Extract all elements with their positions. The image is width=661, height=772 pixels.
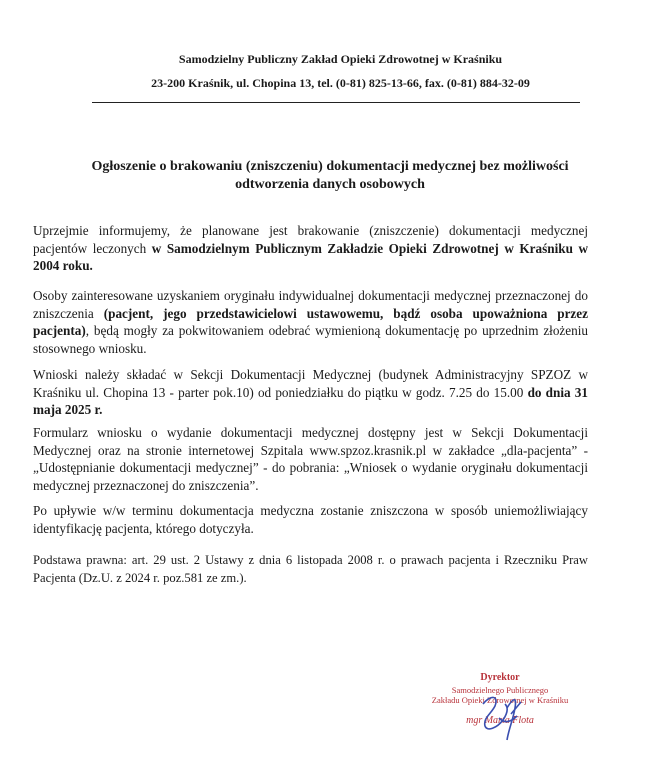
stamp-org-line-2: Zakładu Opieki Zdrowotnej w Kraśniku bbox=[431, 695, 569, 705]
institution-name: Samodzielny Publiczny Zakład Opieki Zdrowotnej w Kraśniku bbox=[178, 52, 503, 66]
p3-deadline: do dnia 31 maja 2025 r. bbox=[33, 384, 588, 417]
legal-basis: Podstawa prawna: art. 29 ust. 2 Ustawy z dnia 6 listopada 2008 r. o prawach pacjenta i Rzeczniku Praw Pacjenta (Dz.U. z 2024 r. poz.581 ze zm.). bbox=[33, 553, 588, 585]
stamp-org-line-1: Samodzielnego Publicznego bbox=[451, 685, 549, 695]
p2-bold: (pacjent, jego przedstawicielowi ustawowemu, bądź osoba upoważniona przez pacjenta) bbox=[33, 305, 588, 338]
p2-text-a: Osoby zainteresowane uzyskaniem oryginału indywidualnej dokumentacji medycznej przeznaczonej do zniszczenia bbox=[33, 288, 588, 321]
institution-address: 23-200 Kraśnik, ul. Chopina 13, tel. (0-81) 825-13-66, fax. (0-81) 884-32-09 bbox=[151, 76, 530, 90]
paragraph-submission bbox=[33, 366, 588, 419]
paragraph-eligibility bbox=[33, 287, 588, 357]
stamp-role: Dyrektor bbox=[480, 672, 520, 683]
p3-text: Wnioski należy składać w Sekcji Dokumentacji Medycznej (budynek Administracyjny SPZOZ w Kraśniku ul. Chopina 13 - parter pok.10) od poniedziałku do piątku w godz. 7.25 do 15.00 bbox=[33, 367, 588, 400]
paragraph-form: Formularz wniosku o wydanie dokumentacji medycznej dostępny jest w Sekcji Dokumentacji Medycznej oraz na stronie internetowej Szpitala www.spzoz.krasnik.pl w zakładce „dla-pacjenta” - „Udostępnianie dokumentacji medycznej” - do pobrania: „Wniosek o wydanie oryginału dokumentacji medycznej przeznaczonej do zniszczenia”. bbox=[33, 425, 588, 493]
title-line-1: Ogłoszenie o brakowaniu (zniszczeniu) dokumentacji medycznej bez możliwości bbox=[91, 159, 569, 174]
p2-text-c: , będą mogły za pokwitowaniem odebrać wymienioną dokumentację po uprzednim złożeniu stosownego wniosku. bbox=[33, 323, 588, 356]
paragraph-after-deadline: Po upływie w/w terminu dokumentacja medyczna zostanie zniszczona w sposób uniemożliwiający identyfikację pacjenta, którego dotyczyła. bbox=[33, 503, 588, 536]
title-line-2: odtworzenia danych osobowych bbox=[235, 177, 425, 192]
stamp-name: mgr Marta Flota bbox=[466, 715, 534, 726]
handwritten-signature-icon bbox=[395, 668, 605, 758]
paragraph-intro bbox=[33, 222, 588, 275]
header-divider bbox=[92, 102, 580, 103]
p1-bold: w Samodzielnym Publicznym Zakładzie Opieki Zdrowotnej w Kraśniku w 2004 roku. bbox=[33, 240, 588, 273]
p1-text: Uprzejmie informujemy, że planowane jest brakowanie (zniszczenie) dokumentacji medycznej pacjentów leczonych bbox=[33, 223, 588, 256]
announcement-title bbox=[20, 158, 640, 194]
director-signature-stamp bbox=[395, 668, 605, 758]
